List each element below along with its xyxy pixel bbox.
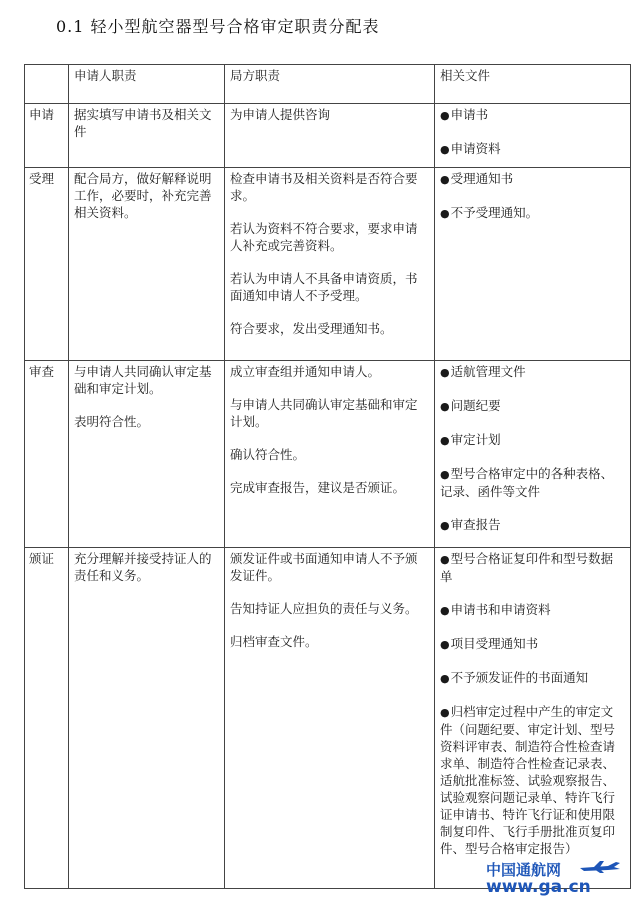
stage-cell: 申请	[25, 104, 69, 168]
applicant-text: 据实填写申请书及相关文件	[74, 107, 212, 139]
bullet-icon: ●	[440, 109, 450, 122]
bullet-icon: ●	[440, 468, 450, 481]
document-item: ●型号合格证复印件和型号数据单	[440, 551, 614, 584]
authority-text: 为申请人提供咨询	[230, 107, 331, 122]
authority-text: 检查申请书及相关资料是否符合要求。	[230, 171, 418, 203]
authority-text: 颁发证件或书面通知申请人不予颁发证件。	[230, 551, 418, 583]
table-header-row	[25, 65, 631, 104]
document-item: ●项目受理通知书	[440, 636, 539, 651]
header-cell-stage	[25, 65, 69, 104]
bullet-icon: ●	[440, 207, 450, 220]
authority-text: 归档审查文件。	[230, 634, 318, 649]
authority-cell	[225, 361, 435, 548]
bullet-icon: ●	[440, 672, 450, 685]
document-item: ●申请书和申请资料	[440, 602, 551, 617]
document-item: ●归档审定过程中产生的审定文件（问题纪要、审定计划、型号资料评审表、制造符合性检查请求单、制造符合性检查记录表、适航批准标签、试验观察报告、试验观察问题记录单、特许飞行证申请书、特许飞行证和使用限制复印件、飞行手册批准页复印件、型号合格审定报告）	[440, 704, 616, 856]
document-item: ●审定计划	[440, 432, 501, 447]
table-row	[25, 548, 631, 889]
applicant-text: 配合局方，做好解释说明工作，必要时，补充完善相关资料。	[74, 171, 212, 220]
documents-cell	[435, 548, 631, 889]
document-item: ●受理通知书	[440, 171, 514, 186]
applicant-text: 与申请人共同确认审定基础和审定计划。	[74, 364, 212, 396]
watermark-name: 中国通航网	[486, 861, 562, 879]
stage-cell: 受理	[25, 168, 69, 361]
documents-cell	[435, 168, 631, 361]
applicant-text: 表明符合性。	[74, 414, 150, 429]
document-item: ●适航管理文件	[440, 364, 526, 379]
bullet-icon: ●	[440, 400, 450, 413]
airplane-icon	[578, 860, 622, 874]
bullet-icon: ●	[440, 553, 450, 566]
bullet-icon: ●	[440, 366, 450, 379]
document-item: ●申请资料	[440, 141, 501, 156]
header-cell-applicant: 申请人职责	[69, 65, 225, 104]
authority-text: 完成审查报告，建议是否颁证。	[230, 480, 406, 495]
table-row	[25, 361, 631, 548]
authority-text: 若认为申请人不具备申请资质，书面通知申请人不予受理。	[230, 271, 418, 303]
document-item: ●问题纪要	[440, 398, 501, 413]
document-item: ●申请书	[440, 107, 489, 122]
responsibility-table	[24, 64, 631, 889]
bullet-icon: ●	[440, 706, 450, 719]
authority-text: 与申请人共同确认审定基础和审定计划。	[230, 397, 418, 429]
authority-text: 告知持证人应担负的责任与义务。	[230, 601, 418, 616]
authority-cell	[225, 104, 435, 168]
header-cell-documents: 相关文件	[435, 65, 631, 104]
applicant-cell	[69, 548, 225, 889]
applicant-cell	[69, 168, 225, 361]
stage-cell: 审查	[25, 361, 69, 548]
watermark-url: www.ga.cn	[486, 877, 591, 897]
applicant-cell	[69, 361, 225, 548]
bullet-icon: ●	[440, 143, 450, 156]
bullet-icon: ●	[440, 519, 450, 532]
applicant-text: 充分理解并接受持证人的责任和义务。	[74, 551, 212, 583]
bullet-icon: ●	[440, 434, 450, 447]
documents-cell	[435, 361, 631, 548]
header-cell-authority: 局方职责	[225, 65, 435, 104]
table-row	[25, 104, 631, 168]
page-title: 0.1 轻小型航空器型号合格审定职责分配表	[56, 17, 380, 36]
documents-cell	[435, 104, 631, 168]
table-row	[25, 168, 631, 361]
stage-cell: 颁证	[25, 548, 69, 889]
site-watermark	[486, 862, 591, 896]
authority-cell	[225, 168, 435, 361]
document-item: ●不予受理通知。	[440, 205, 539, 220]
bullet-icon: ●	[440, 173, 450, 186]
bullet-icon: ●	[440, 604, 450, 617]
bullet-icon: ●	[440, 638, 450, 651]
document-item: ●型号合格审定中的各种表格、记录、函件等文件	[440, 466, 614, 499]
authority-text: 成立审查组并通知申请人。	[230, 364, 381, 379]
authority-text: 确认符合性。	[230, 447, 306, 462]
document-item: ●审查报告	[440, 517, 501, 532]
authority-text: 符合要求，发出受理通知书。	[230, 321, 393, 336]
authority-text: 若认为资料不符合要求，要求申请人补充或完善资料。	[230, 221, 418, 253]
document-item: ●不予颁发证件的书面通知	[440, 670, 589, 685]
authority-cell	[225, 548, 435, 889]
applicant-cell	[69, 104, 225, 168]
